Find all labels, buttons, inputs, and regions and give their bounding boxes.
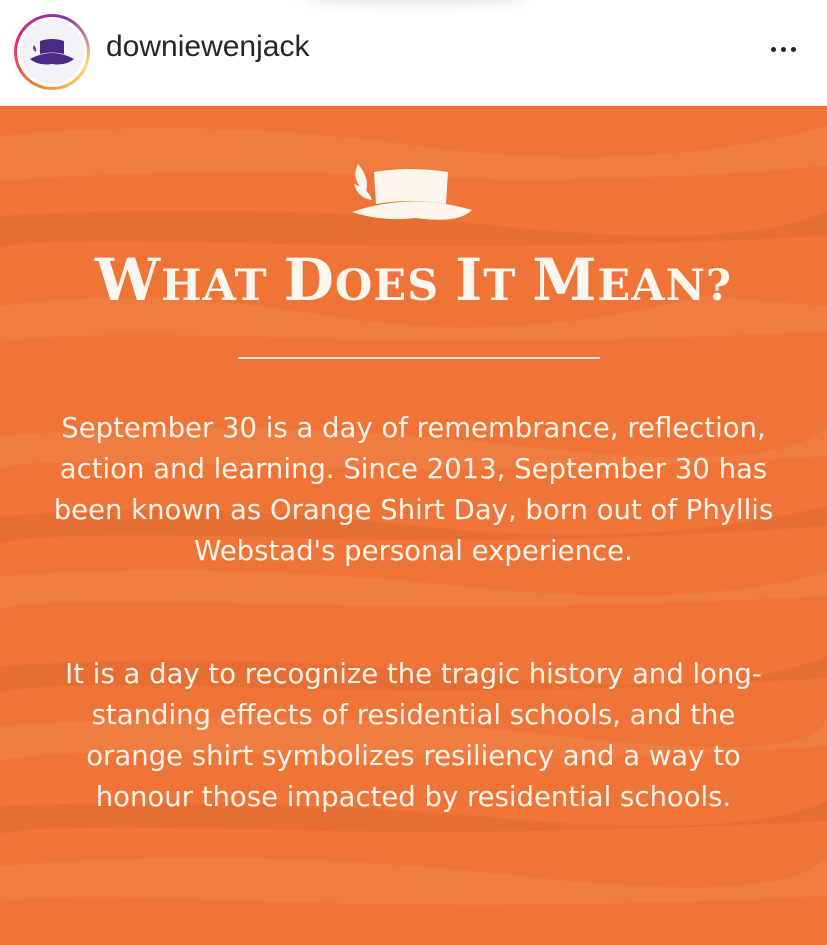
headline-initial: I [455, 246, 484, 314]
avatar-image [20, 20, 84, 84]
post-image[interactable] [0, 106, 827, 945]
more-dot [791, 47, 796, 52]
body-paragraph-1: September 30 is a day of remembrance, reflection, action and learning. Since 2013, September 30 has been known as Orange Shirt Day, born out of Phyllis Webstad's personal experience. [53, 412, 774, 567]
more-dot [771, 47, 776, 52]
more-dot [781, 47, 786, 52]
headline-word: EAN? [597, 261, 733, 311]
headline-initial: D [283, 246, 335, 314]
hat-with-feather-icon [346, 154, 476, 226]
more-options-icon[interactable] [760, 34, 806, 64]
avatar-border [17, 17, 87, 87]
post-header [0, 0, 827, 106]
headline-word: OES [334, 261, 456, 311]
body-paragraph-2: It is a day to recognize the tragic history and long-standing effects of residential schools, and the orange shirt symbolizes resiliency and a way to honour those impacted by residential schools. [65, 658, 762, 813]
headline [0, 246, 827, 314]
headline-word: T [483, 261, 533, 311]
hat-logo-icon [28, 35, 76, 69]
profile-avatar[interactable] [14, 14, 90, 90]
username-link[interactable]: downiewenjack [106, 30, 310, 63]
headline-initial: M [532, 246, 598, 314]
headline-initial: W [94, 246, 161, 314]
header-shadow [300, 0, 530, 4]
headline-word: HAT [161, 261, 284, 311]
headline-divider [238, 357, 600, 359]
